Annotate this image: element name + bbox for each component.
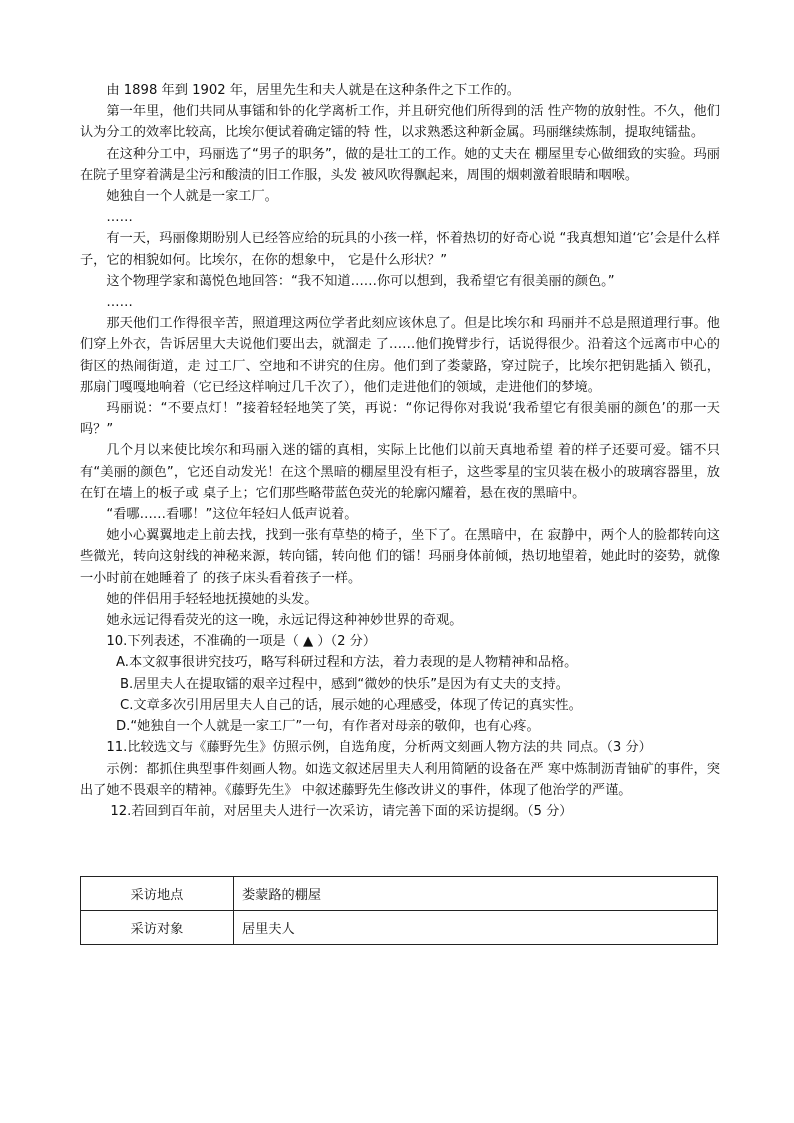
question-10-option-b: B.居里夫人在提取镭的艰辛过程中，感到“微妙的快乐”是因为有丈夫的支持。 xyxy=(120,676,569,692)
paragraph: 玛丽说：“不要点灯！”接着轻轻地笑了笑，再说：“你记得你对我说‘我希望它有很美丽的颜色’的那一天吗？” xyxy=(80,401,720,438)
paragraph: 她永远记得看荧光的这一晚，永远记得这种神妙世界的奇观。 xyxy=(106,613,463,629)
question-11-example: 示例：都抓住典型事件刻画人物。如选文叙述居里夫人利用简陋的设备在严 寒中炼制沥青铀矿的事件，突出了她不畏艰辛的精神。《藤野先生》 中叙述藤野先生修改讲义的事件，体现了他治学的严谨。 xyxy=(80,761,720,798)
paragraph: 这个物理学家和蔼悦色地回答：“我不知道……你可以想到，我希望它有很美丽的颜色。” xyxy=(106,273,615,289)
paragraph: 第一年里，他们共同从事镭和钋的化学离析工作，并且研究他们所得到的活 性产物的放射性。不久，他们认为分工的效率比较高，比埃尔便试着确定镭的特 性，以求熟悉这种新金属。玛丽继续炼制，提取纯镭盐。 xyxy=(80,104,720,141)
paragraph: 由 1898 年到 1902 年，居里先生和夫人就是在这种条件之下工作的。 xyxy=(106,83,520,98)
paragraph: 那天他们工作得很辛苦，照道理这两位学者此刻应该休息了。但是比埃尔和 玛丽并不总是照道理行事。他们穿上外衣，告诉居里大夫说他们要出去，就溜走 了……他们挽臂步行，话说得很少。沿着这个远离市中心的街区的热闹街道，走 过工厂、空地和不讲究的住房。他们到了娄蒙路，穿过院子，比埃尔把钥匙插入 锁孔，那扇门嘎嘎地响着（它已经这样响过几千次了），他们走进他们的领域，走进他们的梦境。 xyxy=(80,316,720,395)
paragraph: 她独自一个人就是一家工厂。 xyxy=(106,189,278,205)
table-key-cell: 采访地点 xyxy=(81,877,234,911)
table-value-cell: 娄蒙路的棚屋 xyxy=(234,877,718,911)
question-10-stem: 10.下列表述，不准确的一项是（ ▲ ）（2 分） xyxy=(106,634,377,650)
question-11-stem: 11.比较选文与《藤野先生》仿照示例，自选角度，分析两文刻画人物方法的共 同点。（3 分） xyxy=(106,740,652,756)
question-10-option-a: A.本文叙事很讲究技巧，略写科研过程和方法，着力表现的是人物精神和品格。 xyxy=(116,655,578,671)
ellipsis-line: …… xyxy=(106,210,133,226)
paragraph: 她小心翼翼地走上前去找，找到一张有草垫的椅子，坐下了。在黑暗中，在 寂静中，两个人的脸都转向这些微光，转向这射线的神秘来源，转向镭，转向他 们的镭！玛丽身体前倾，热切地望着，她此时的姿势，就像一小时前在她睡着了 的孩子床头看着孩子一样。 xyxy=(80,528,720,586)
question-10-option-c: C.文章多次引用居里夫人自己的话，展示她的心理感受，体现了传记的真实性。 xyxy=(120,697,582,713)
document-page xyxy=(80,80,720,822)
paragraph: 在这种分工中，玛丽选了“男子的职务”，做的是壮工的工作。她的丈夫在 棚屋里专心做细致的实验。玛丽在院子里穿着满是尘污和酸渍的旧工作服，头发 被风吹得飘起来，周围的烟刺激着眼睛和咽喉。 xyxy=(80,146,720,183)
ellipsis-line: …… xyxy=(106,295,133,311)
table-row xyxy=(81,911,718,945)
interview-outline-table xyxy=(80,876,718,945)
paragraph: 有一天，玛丽像期盼别人已经答应给的玩具的小孩一样，怀着热切的好奇心说 “我真想知道‘它’会是什么样子，它的相貌如何。比埃尔，在你的想象中， 它是什么形状？” xyxy=(80,231,720,268)
table-value-cell: 居里夫人 xyxy=(234,911,718,945)
question-10-option-d: D.“她独自一个人就是一家工厂”一句，有作者对母亲的敬仰，也有心疼。 xyxy=(116,719,540,735)
paragraph: “看哪……看哪！”这位年轻妇人低声说着。 xyxy=(106,507,358,523)
paragraph: 她的伴侣用手轻轻地抚摸她的头发。 xyxy=(106,591,318,607)
table-row xyxy=(81,877,718,911)
question-12-stem: 12.若回到百年前，对居里夫人进行一次采访，请完善下面的采访提纲。（5 分） xyxy=(110,803,573,819)
table-key-cell: 采访对象 xyxy=(81,911,234,945)
paragraph: 几个月以来使比埃尔和玛丽入迷的镭的真相，实际上比他们以前天真地希望 着的样子还要可爱。镭不只有“美丽的颜色”，它还自动发光！在这个黑暗的棚屋里没有柜子，这些零星的宝贝装在极小的玻璃容器里，放在钉在墙上的板子或 桌子上；它们那些略带蓝色荧光的轮廓闪耀着，悬在夜的黑暗中。 xyxy=(80,443,720,501)
